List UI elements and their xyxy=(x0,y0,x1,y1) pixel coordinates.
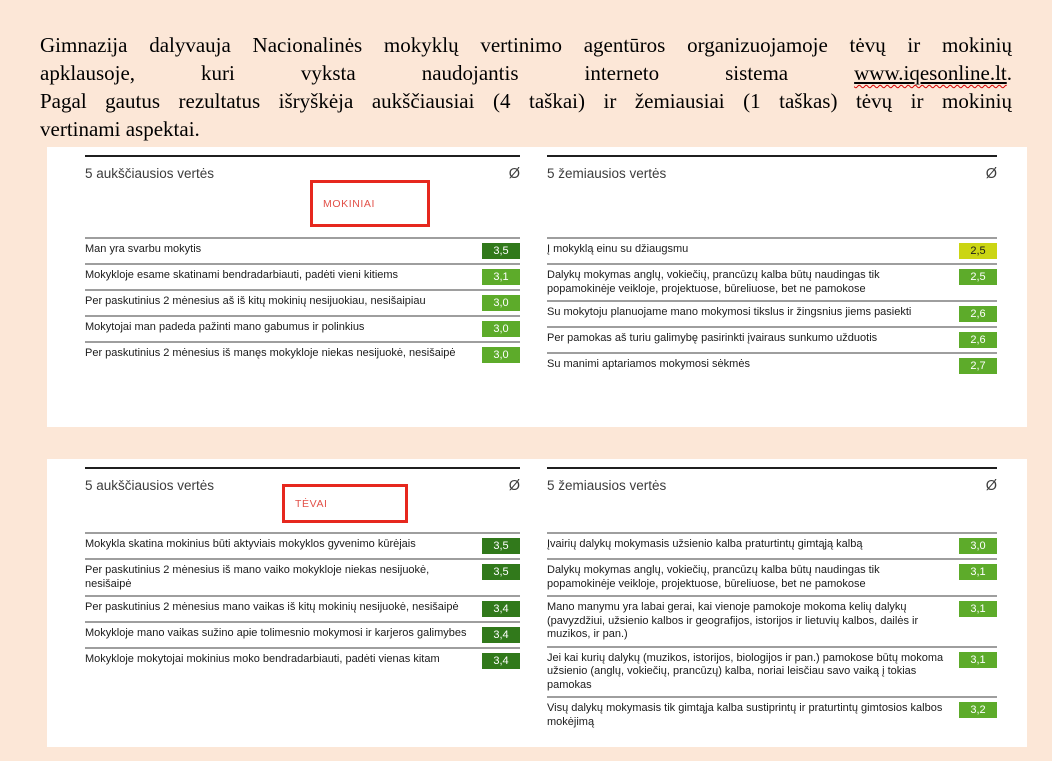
table-row xyxy=(547,558,997,595)
intro-line-4: vertinami aspektai. xyxy=(40,117,200,141)
mokiniai-lowest-table xyxy=(547,155,997,378)
score-badge: 3,2 xyxy=(959,702,997,718)
table-row xyxy=(547,300,997,326)
mokiniai-highest-table xyxy=(85,155,520,378)
average-symbol: Ø xyxy=(985,166,997,182)
statement-text: Man yra svarbu mokytis xyxy=(85,243,202,255)
table-rows xyxy=(85,237,520,367)
statement-text: Dalykų mokymas anglų, vokiečių, prancūzų kalba būtų naudingas tik popamokinėje veikloje, projektuose, būreliuose, bet ne pamokose xyxy=(547,564,880,590)
statement-text: Mokykloje mano vaikas sužino apie tolimesnio mokymosi ir karjeros galimybes xyxy=(85,627,467,639)
table-title: 5 aukščiausios vertės xyxy=(85,478,215,493)
statement-text: Mokykloje mokytojai mokinius moko bendradarbiauti, padėti vienas kitam xyxy=(85,653,440,665)
table-header xyxy=(547,157,997,237)
intro-line-2-period: . xyxy=(1006,61,1012,85)
table-rows xyxy=(547,532,997,733)
statement-text: Visų dalykų mokymasis tik gimtąja kalba sustiprintų ir praturtintų gimtosios kalbos mokėjimą xyxy=(547,702,943,728)
table-row xyxy=(85,532,520,558)
intro-line-2-text: apklausoje, kuri vyksta naudojantis interneto sistema xyxy=(40,61,855,85)
table-row xyxy=(547,532,997,558)
table-rows xyxy=(547,237,997,378)
statement-text: Įvairių dalykų mokymasis užsienio kalba praturtintų gimtąją kalbą xyxy=(547,538,863,550)
score-badge: 3,0 xyxy=(482,321,520,337)
table-title: 5 aukščiausios vertės xyxy=(85,166,215,181)
mokiniai-annotation-box xyxy=(310,180,430,227)
tevai-annotation-label: TĖVAI xyxy=(295,497,328,510)
statement-text: Į mokyklą einu su džiaugsmu xyxy=(547,243,689,255)
table-row xyxy=(85,341,520,367)
score-badge: 2,5 xyxy=(959,269,997,285)
table-row xyxy=(547,646,997,697)
table-row xyxy=(547,237,997,263)
score-badge: 3,5 xyxy=(482,564,520,580)
score-badge: 3,5 xyxy=(482,243,520,259)
score-badge: 2,6 xyxy=(959,306,997,322)
intro-line-3: Pagal gautus rezultatus išryškėja aukščiausiai (4 taškai) ir žemiausiai (1 taškas) tėvų ir mokinių xyxy=(40,89,1012,113)
statement-text: Jei kai kurių dalykų (muzikos, istorijos, biologijos ir pan.) pamokose būtų mokoma užsienio (anglų, vokiečių, prancūzų) kalba, noriai leisčiau savo vaiką į tokias pamokas xyxy=(547,651,944,691)
score-badge: 2,5 xyxy=(959,243,997,259)
table-row xyxy=(85,621,520,647)
tevai-lowest-table xyxy=(547,467,997,733)
score-badge: 3,0 xyxy=(482,347,520,363)
statement-text: Per paskutinius 2 mėnesius mano vaikas iš kitų mokinių nesijuokė, nesišaipė xyxy=(85,601,459,613)
table-row xyxy=(547,352,997,378)
tevai-results-panel xyxy=(47,459,1027,747)
table-row xyxy=(85,237,520,263)
table-row xyxy=(85,595,520,621)
mokiniai-annotation-label: MOKINIAI xyxy=(323,197,376,210)
table-title: 5 žemiausios vertės xyxy=(547,166,667,181)
table-row xyxy=(547,263,997,300)
iqesonline-link-text[interactable]: www.iqesonline.lt xyxy=(854,61,1007,85)
score-badge: 2,7 xyxy=(959,358,997,374)
statement-text: Per paskutinius 2 mėnesius aš iš kitų mokinių nesijuokiau, nesišaipiau xyxy=(85,295,426,307)
table-header xyxy=(547,469,997,532)
average-symbol: Ø xyxy=(508,166,520,182)
table-rows xyxy=(85,532,520,673)
table-title: 5 žemiausios vertės xyxy=(547,478,667,493)
statement-text: Per paskutinius 2 mėnesius iš mano vaiko mokykloje niekas nesijuokė, nesišaipė xyxy=(85,564,430,590)
score-badge: 3,1 xyxy=(959,601,997,617)
table-row xyxy=(85,315,520,341)
statement-text: Per pamokas aš turiu galimybę pasirinkti įvairaus sunkumo užduotis xyxy=(547,332,878,344)
intro-line-1: Gimnazija dalyvauja Nacionalinės mokyklų vertinimo agentūros organizuojamoje tėvų ir mokinių xyxy=(40,33,1012,57)
score-badge: 3,1 xyxy=(959,652,997,668)
statement-text: Su manimi aptariamos mokymosi sėkmės xyxy=(547,358,750,370)
statement-text: Mokytojai man padeda pažinti mano gabumus ir polinkius xyxy=(85,321,365,333)
tevai-annotation-box xyxy=(282,484,408,523)
table-row xyxy=(547,696,997,733)
statement-text: Su mokytoju planuojame mano mokymosi tikslus ir žingsnius jiems pasiekti xyxy=(547,306,912,318)
score-badge: 3,4 xyxy=(482,627,520,643)
score-badge: 3,1 xyxy=(959,564,997,580)
score-badge: 2,6 xyxy=(959,332,997,348)
table-row xyxy=(85,263,520,289)
statement-text: Mano manymu yra labai gerai, kai vienoje pamokoje mokoma kelių dalykų (pavyzdžiui, užsienio kalbos ir geografijos, istorijos ir lietuvių kalbos, dailės ir muzikos, ir pan.) xyxy=(547,601,919,640)
score-badge: 3,4 xyxy=(482,653,520,669)
table-row xyxy=(547,595,997,646)
score-badge: 3,1 xyxy=(482,269,520,285)
score-badge: 3,0 xyxy=(482,295,520,311)
statement-text: Per paskutinius 2 mėnesius iš manęs mokykloje niekas nesijuokė, nesišaipė xyxy=(85,347,456,359)
iqesonline-link[interactable] xyxy=(854,61,1007,85)
intro-paragraph xyxy=(40,31,1012,143)
average-symbol: Ø xyxy=(508,478,520,494)
average-symbol: Ø xyxy=(985,478,997,494)
statement-text: Mokykla skatina mokinius būti aktyviais mokyklos gyvenimo kūrėjais xyxy=(85,538,416,550)
table-row xyxy=(85,289,520,315)
score-badge: 3,0 xyxy=(959,538,997,554)
mokiniai-results-panel xyxy=(47,147,1027,427)
table-header xyxy=(85,157,520,237)
statement-text: Dalykų mokymas anglų, vokiečių, prancūzų kalba būtų naudingas tik popamokinėje veikloje, projektuose, būreliuose, bet ne pamokose xyxy=(547,269,880,295)
intro-line-2 xyxy=(40,59,1012,87)
score-badge: 3,5 xyxy=(482,538,520,554)
table-row xyxy=(547,326,997,352)
table-row xyxy=(85,558,520,595)
statement-text: Mokykloje esame skatinami bendradarbiauti, padėti vieni kitiems xyxy=(85,269,399,281)
table-row xyxy=(85,647,520,673)
score-badge: 3,4 xyxy=(482,601,520,617)
